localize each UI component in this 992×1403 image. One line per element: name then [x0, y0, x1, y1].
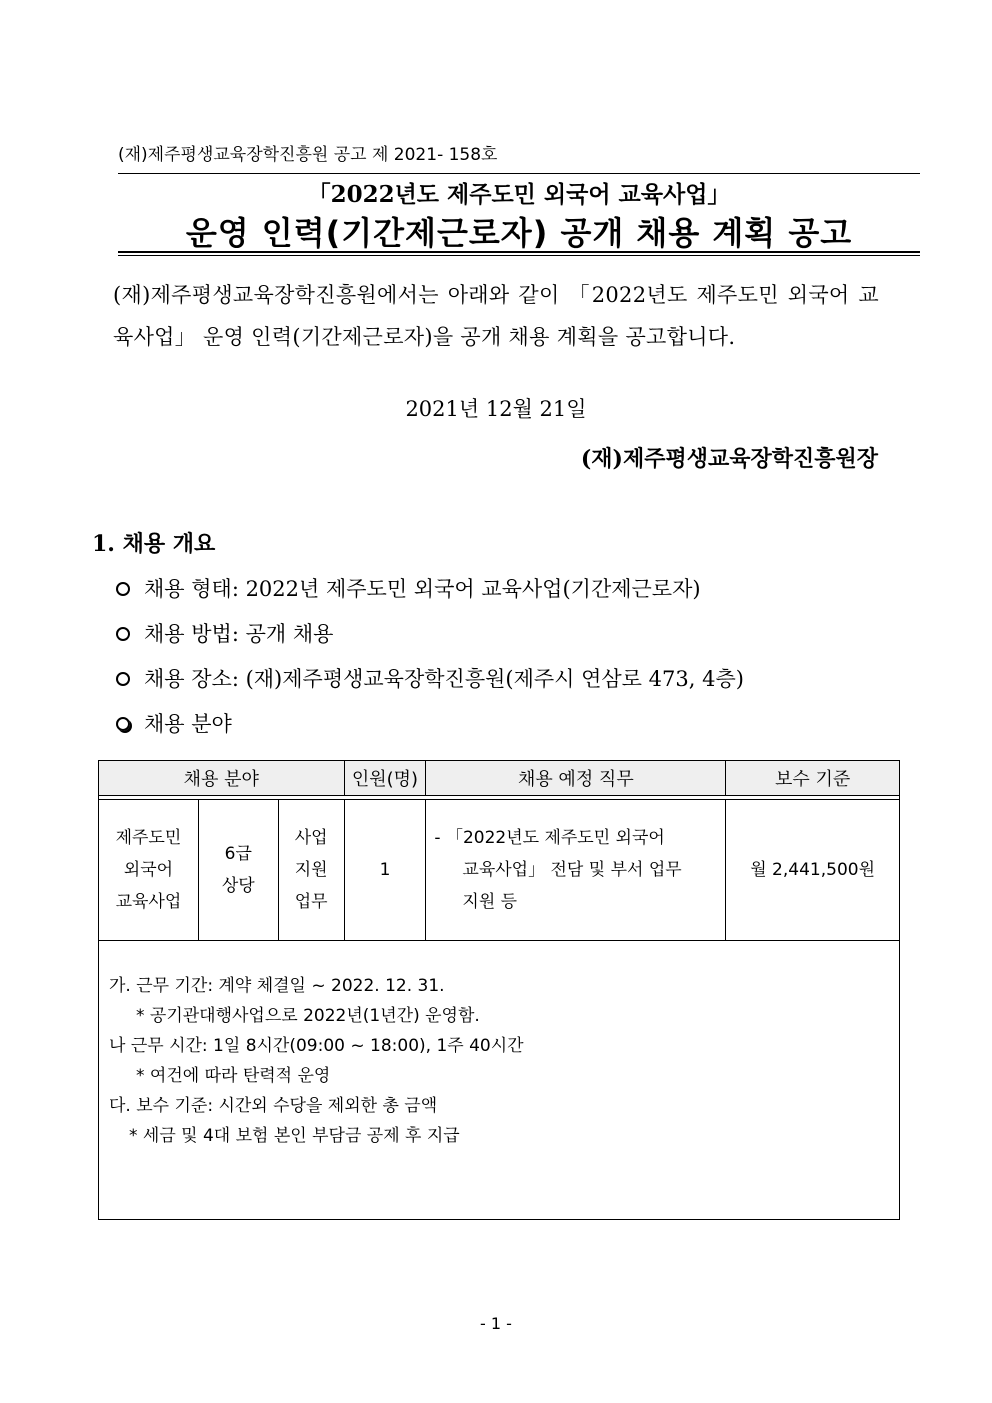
bullet-employment-method: 채용 방법: 공개 채용 [116, 618, 333, 648]
salary-cell: 월 2,441,500원 [726, 800, 900, 941]
hollow-circle-icon [116, 627, 130, 641]
title-double-rule [118, 251, 920, 256]
shadowed-circle-icon [116, 717, 130, 731]
duty-cell: - 「2022년도 제주도민 외국어 교육사업」 전담 및 부서 업무 지원 등 [426, 800, 726, 941]
note-work-hours-detail: * 여건에 따라 탄력적 운영 [136, 1066, 331, 1086]
notice-number: (재)제주평생교육장학진흥원 공고 제 2021- 158호 [118, 145, 498, 165]
bullet-employment-place: 채용 장소: (재)제주평생교육장학진흥원(제주시 연삼로 473, 4층) [116, 663, 744, 693]
recruitment-table [98, 760, 900, 1220]
note-work-period-detail: * 공기관대행사업으로 2022년(1년간) 운영함. [136, 1006, 480, 1026]
header-field: 채용 분야 [99, 761, 345, 796]
table-header-row [99, 761, 900, 796]
headcount-cell: 1 [344, 800, 426, 941]
header-salary: 보수 기준 [726, 761, 900, 796]
hollow-circle-icon [116, 582, 130, 596]
intro-paragraph: (재)제주평생교육장학진흥원에서는 아래와 같이 「2022년도 제주도민 외국어 교육사업」 운영 인력(기간제근로자)을 공개 채용 계획을 공고합니다. [113, 283, 879, 349]
header-headcount: 인원(명) [344, 761, 426, 796]
header-duty: 채용 예정 직무 [426, 761, 726, 796]
work-cell: 사업 지원 업무 [278, 800, 344, 941]
bullet-employment-field: 채용 분야 [116, 708, 232, 738]
section-title: 1. 채용 개요 [92, 531, 216, 557]
notice-date: 2021년 12월 21일 [405, 397, 587, 421]
page-number: - 1 - [480, 1314, 512, 1333]
organization-name: (재)제주평생교육장학진흥원장 [580, 446, 878, 472]
note-work-hours: 나 근무 시간: 1일 8시간(09:00 ~ 18:00), 1주 40시간 [109, 1036, 524, 1056]
note-salary-detail: * 세금 및 4대 보험 본인 부담금 공제 후 지급 [129, 1126, 460, 1146]
notes-cell [99, 941, 900, 1220]
title-line-1: 「2022년도 제주도민 외국어 교육사업」 [307, 181, 731, 208]
table-row [99, 800, 900, 941]
header-rule [118, 173, 920, 174]
field-cell: 제주도민 외국어 교육사업 [99, 800, 199, 941]
title-line-2: 운영 인력(기간제근로자) 공개 채용 계획 공고 [185, 214, 853, 252]
grade-cell: 6급 상당 [198, 800, 278, 941]
bullet-employment-type: 채용 형태: 2022년 제주도민 외국어 교육사업(기간제근로자) [116, 573, 701, 603]
notes-row [99, 941, 900, 1220]
note-work-period: 가. 근무 기간: 계약 체결일 ~ 2022. 12. 31. [109, 976, 445, 996]
note-salary: 다. 보수 기준: 시간외 수당을 제외한 총 금액 [109, 1096, 438, 1116]
hollow-circle-icon [116, 672, 130, 686]
